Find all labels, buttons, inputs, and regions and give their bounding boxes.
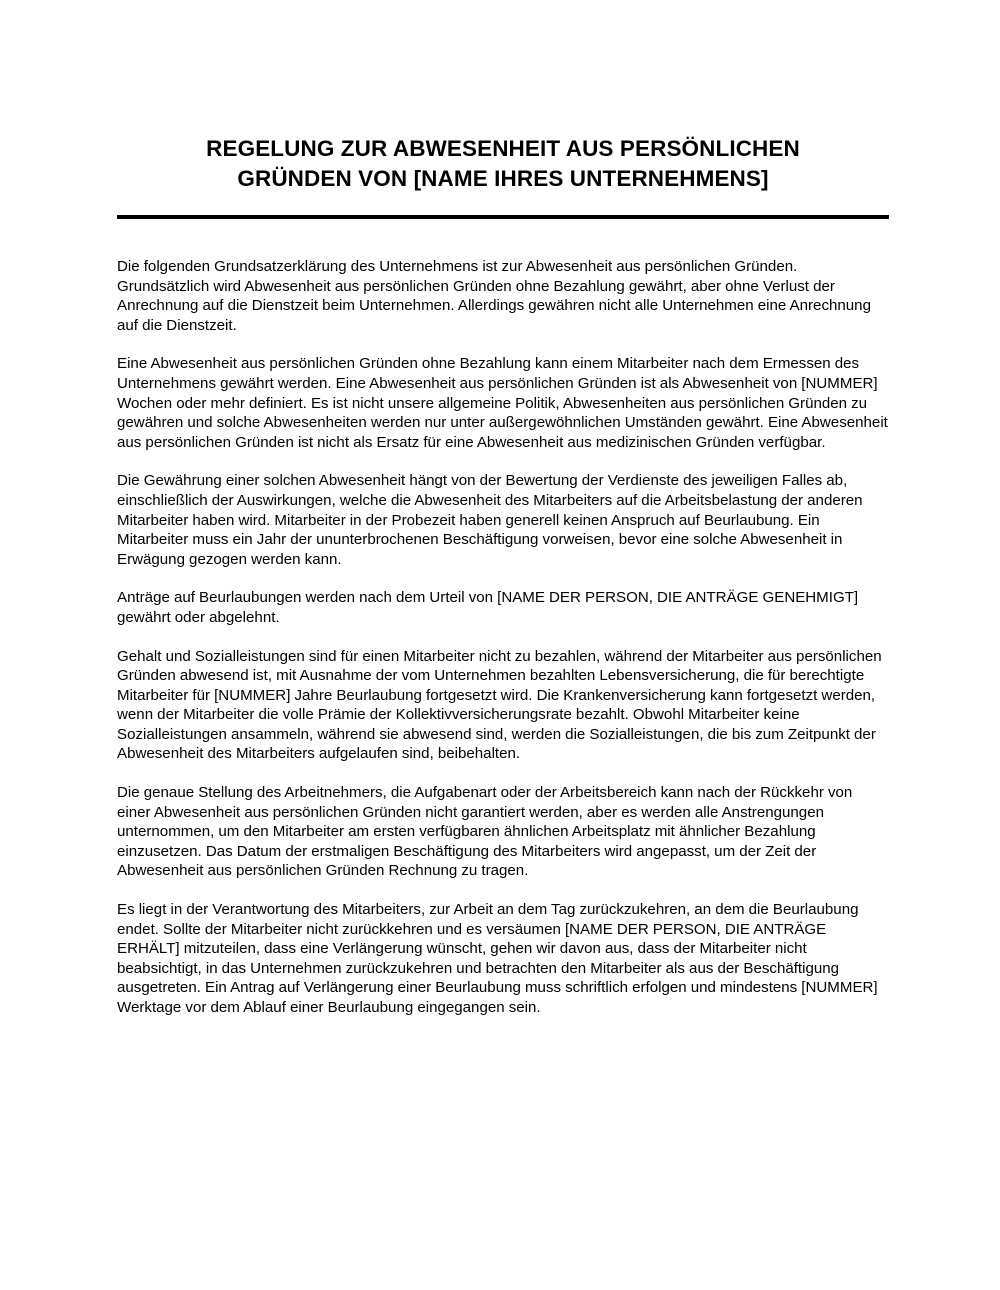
document-paragraphs <box>117 257 889 1018</box>
paragraph: Die Gewährung einer solchen Abwesenheit hängt von der Bewertung der Verdienste des jeweiligen Falles ab, einschließlich der Auswirkungen, welche die Abwesenheit des Mitarbeiters auf die Arbeitsbelastung der anderen Mitarbeiter haben wird. Mitarbeiter in der Probezeit haben generell keinen Anspruch auf Beurlaubung. Ein Mitarbeiter muss ein Jahr der ununterbrochenen Beschäftigung vorweisen, bevor eine solche Abwesenheit in Erwägung gezogen werden kann. <box>117 472 863 568</box>
paragraph: Gehalt und Sozialleistungen sind für einen Mitarbeiter nicht zu bezahlen, während der Mitarbeiter aus persönlichen Gründen abwesend ist, mit Ausnahme der vom Unternehmen bezahlten Lebensversicherung, die für berechtigte Mitarbeiter für [NUMMER] Jahre Beurlaubung fortgesetzt wird. Die Krankenversicherung kann fortgesetzt werden, wenn der Mitarbeiter die volle Prämie der Kollektivversicherungsrate bezahlt. Obwohl Mitarbeiter keine Sozialleistungen ansammeln, während sie abwesend sind, werden die Sozialleistungen, die bis zum Zeitpunkt der Abwesenheit des Mitarbeiters aufgelaufen sind, beibehalten. <box>117 647 882 763</box>
paragraph: Die folgenden Grundsatzerklärung des Unternehmens ist zur Abwesenheit aus persönlichen Gründen. Grundsätzlich wird Abwesenheit aus persönlichen Gründen ohne Bezahlung gewährt, aber ohne Verlust der Anrechnung auf die Dienstzeit beim Unternehmen. Allerdings gewähren nicht alle Unternehmen eine Anrechnung auf die Dienstzeit. <box>117 258 871 334</box>
page-title-line-1: REGELUNG ZUR ABWESENHEIT AUS PERSÖNLICHEN <box>206 136 800 161</box>
page-title-line-2: GRÜNDEN VON [NAME IHRES UNTERNEHMENS] <box>237 166 769 191</box>
paragraph: Die genaue Stellung des Arbeitnehmers, die Aufgabenart oder der Arbeitsbereich kann nach der Rückkehr von einer Abwesenheit aus persönlichen Gründen nicht garantiert werden, aber es werden alle Anstrengungen unternommen, um den Mitarbeiter am ersten verfügbaren ähnlichen Arbeitsplatz mit ähnlicher Bezahlung einzusetzen. Das Datum der erstmaligen Beschäftigung des Mitarbeiters wird angepasst, um der Zeit der Abwesenheit aus persönlichen Gründen Rechnung zu tragen. <box>117 784 853 880</box>
paragraph: Es liegt in der Verantwortung des Mitarbeiters, zur Arbeit an dem Tag zurückzukehren, an dem die Beurlaubung endet. Sollte der Mitarbeiter nicht zurückkehren und es versäumen [NAME DER PERSON, DIE ANTRÄGE ERHÄLT] mitzuteilen, dass eine Verlängerung wünscht, gehen wir davon aus, dass der Mitarbeiter nicht beabsichtigt, in das Unternehmen zurückzukehren und betrachten den Mitarbeiter als aus der Beschäftigung ausgetreten. Ein Antrag auf Verlängerung einer Beurlaubung muss schriftlich erfolgen und mindestens [NUMMER] Werktage vor dem Ablauf einer Beurlaubung eingegangen sein. <box>117 901 878 1016</box>
document-body <box>117 134 889 1018</box>
title-divider <box>117 215 889 219</box>
paragraph: Eine Abwesenheit aus persönlichen Gründen ohne Bezahlung kann einem Mitarbeiter nach dem Ermessen des Unternehmens gewährt werden. Eine Abwesenheit aus persönlichen Gründen ist als Abwesenheit von [NUMMER] Wochen oder mehr definiert. Es ist nicht unsere allgemeine Politik, Abwesenheiten aus persönlichen Gründen zu gewähren und solche Abwesenheiten werden nur unter außergewöhnlichen Umständen gewährt. Eine Abwesenheit aus persönlichen Gründen ist nicht als Ersatz für eine Abwesenheit aus medizinischen Gründen verfügbar. <box>117 355 888 451</box>
page-title <box>117 134 889 194</box>
paragraph: Anträge auf Beurlaubungen werden nach dem Urteil von [NAME DER PERSON, DIE ANTRÄGE GENEHMIGT] gewährt oder abgelehnt. <box>117 589 859 626</box>
